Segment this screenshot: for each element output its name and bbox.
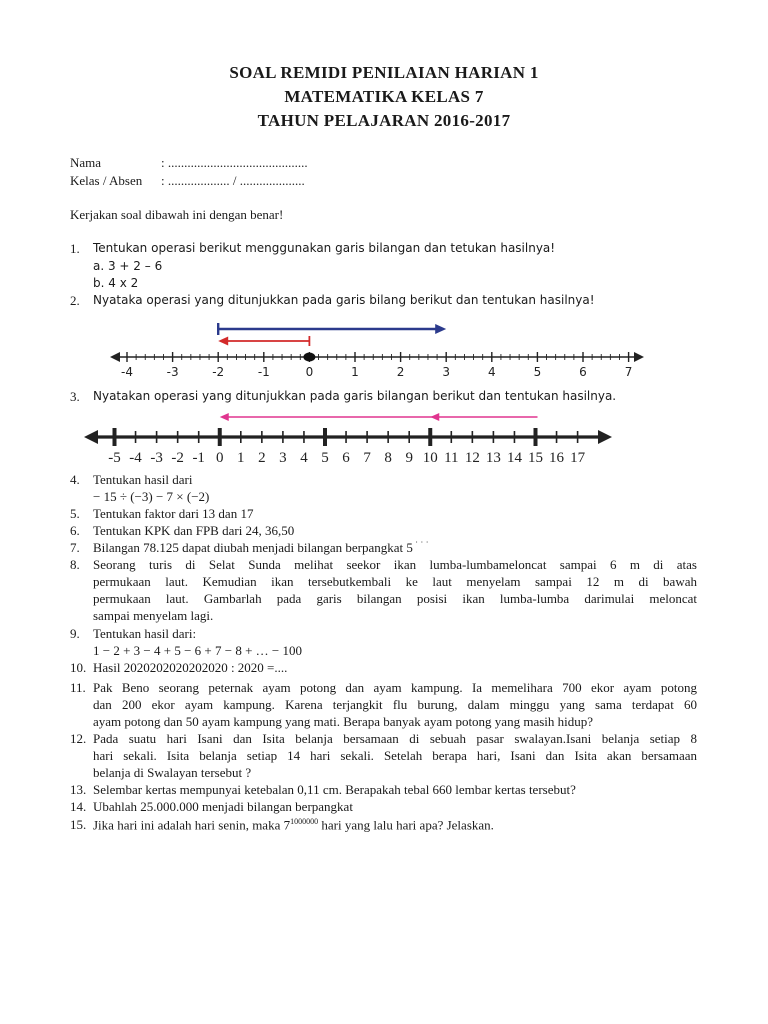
tick-label: 1 xyxy=(237,450,245,466)
tick-label: 7 xyxy=(624,365,633,379)
q8-line-4: sampai menyelam lagi. xyxy=(93,608,214,623)
q14-number: 14. xyxy=(70,799,87,814)
q8-line-2: permukaan laut. Kemudian ikan tersebutkembali ke laut menyelam sampai 12 m di bawah xyxy=(93,574,697,589)
q13-number: 13. xyxy=(70,782,87,797)
q15-number: 15. xyxy=(70,817,87,832)
tick-label: 2 xyxy=(258,450,266,466)
tick-label: -2 xyxy=(212,365,225,379)
tick-label: 7 xyxy=(363,450,371,466)
tick-label: 16 xyxy=(549,450,565,466)
tick-label: 10 xyxy=(422,450,438,466)
tick-label: 9 xyxy=(405,450,413,466)
tick-label: 3 xyxy=(279,450,287,466)
axis-left-arrowhead xyxy=(84,430,98,444)
tick-label: -1 xyxy=(192,450,205,466)
tick-label: 5 xyxy=(321,450,329,466)
title-line-1: SOAL REMIDI PENILAIAN HARIAN 1 xyxy=(229,63,539,82)
tick-label: 14 xyxy=(506,450,522,466)
tick-label: 6 xyxy=(342,450,350,466)
q1-part-b: b. 4 x 2 xyxy=(93,276,139,290)
q14-text: Ubahlah 25.000.000 menjadi bilangan berpangkat xyxy=(93,799,353,814)
tick-label: 1 xyxy=(351,365,359,379)
q8-line-3: permukaan laut. Gambarlah pada garis bilangan posisi ikan lumba-lumba darimulai meloncat xyxy=(93,591,697,606)
q7-number: 7. xyxy=(70,540,80,555)
q2-number: 2. xyxy=(70,293,80,308)
class-label: Kelas / Absen xyxy=(70,173,143,188)
q4-expression: − 15 ÷ (−3) − 7 × (−2) xyxy=(93,489,210,504)
q5-text: Tentukan faktor dari 13 dan 17 xyxy=(93,506,254,521)
class-field: : ................... / .................... xyxy=(161,173,305,188)
q1-text: Tentukan operasi berikut menggunakan garis bilangan dan tetukan hasilnya! xyxy=(93,241,556,255)
q8-number: 8. xyxy=(70,557,80,572)
q6-text: Tentukan KPK dan FPB dari 24, 36,50 xyxy=(93,523,295,538)
tick-label: -4 xyxy=(129,450,142,466)
q11-line-3: ayam potong dan 50 ayam kampung yang mati. Berapa banyak ayam potong yang masih hidup? xyxy=(93,714,594,729)
q4-number: 4. xyxy=(70,472,80,487)
q8-line-1: Seorang turis di Selat Sunda melihat seekor ikan lumba-lumbameloncat sampai 6 m di atas xyxy=(93,557,697,572)
q15-exponent: 1000000 xyxy=(290,817,319,826)
q12-line-2: hari sekali. Isita belanja setiap 14 hari sekali. Setelah berapa hari, Isani dan Isita akan bersamaan xyxy=(93,748,697,763)
q5-number: 5. xyxy=(70,506,80,521)
q15-text: Jika hari ini adalah hari senin, maka $7^{1000000}$ hari yang lalu hari apa? Jelaskan. xyxy=(93,817,494,833)
tick-label: 4 xyxy=(300,450,308,466)
name-label: Nama xyxy=(70,155,102,170)
q13-text: Selembar kertas mempunyai ketebalan 0,11 cm. Berapakah tebal 660 lembar kertas tersebut? xyxy=(93,782,576,797)
tick-label: 3 xyxy=(442,365,451,379)
tick-label: 2 xyxy=(396,365,405,379)
tick-label: 0 xyxy=(216,450,224,466)
tick-label: 8 xyxy=(384,450,392,466)
q7-text: Bilangan 78.125 dapat diubah menjadi bilangan berpangkat 5 ˙ ˙ ˙ xyxy=(93,540,429,555)
tick-label: 11 xyxy=(444,450,459,466)
tick-label: -2 xyxy=(171,450,184,466)
tick-label: 5 xyxy=(533,365,542,379)
q11-line-2: dan 200 ekor ayam kampung. Karena terjangkit flu burung, dalam minggu yang sama terdapat 60 xyxy=(93,697,697,712)
tick-label: -4 xyxy=(121,365,133,379)
tick-label: -5 xyxy=(108,450,121,466)
q1-number: 1. xyxy=(70,241,80,256)
title-line-3: TAHUN PELAJARAN 2016-2017 xyxy=(257,111,511,130)
q6-number: 6. xyxy=(70,523,80,538)
q12-line-3: belanja di Swalayan tersebut ? xyxy=(93,765,252,780)
tick-label: -1 xyxy=(257,365,270,379)
tick-label: 0 xyxy=(305,365,314,379)
tick-label: 17 xyxy=(570,450,586,466)
q1-part-a: a. 3 + 2 – 6 xyxy=(93,259,163,273)
tick-label: -3 xyxy=(150,450,163,466)
tick-label: 13 xyxy=(485,450,501,466)
q10-number: 10. xyxy=(70,660,87,675)
tick-label: 4 xyxy=(487,365,496,379)
tick-label: 15 xyxy=(528,450,543,466)
q10-text: Hasil 2020202020202020 : 2020 =.... xyxy=(93,660,288,675)
q12-line-1: Pada suatu hari Isani dan Isita belanja bersamaan di sebuah pasar swalayan.Isani belanja setiap 8 xyxy=(93,731,697,746)
pink-arrow-head xyxy=(430,413,439,421)
q3-number: 3. xyxy=(70,389,80,404)
q9-text: Tentukan hasil dari: xyxy=(93,626,197,641)
tick-label: 6 xyxy=(579,365,587,379)
title-line-2: MATEMATIKA KELAS 7 xyxy=(284,87,484,106)
q2-text: Nyataka operasi yang ditunjukkan pada garis bilang berikut dan tentukan hasilnya! xyxy=(93,293,595,307)
name-field: : ........................................... xyxy=(161,155,308,170)
q9-expression: 1 − 2 + 3 − 4 + 5 − 6 + 7 − 8 + … − 100 xyxy=(93,643,302,658)
tick-label: 12 xyxy=(464,450,480,466)
instruction: Kerjakan soal dibawah ini dengan benar! xyxy=(70,207,284,222)
q9-number: 9. xyxy=(70,626,80,641)
axis-right-arrowhead xyxy=(598,430,612,444)
pink-arrow-head xyxy=(220,413,229,421)
q12-number: 12. xyxy=(70,731,87,746)
q4-text: Tentukan hasil dari xyxy=(93,472,193,487)
tick-label: -3 xyxy=(166,365,179,379)
q3-text: Nyatakan operasi yang ditunjukkan pada garis bilangan berikut dan tentukan hasilnya. xyxy=(93,389,617,403)
q11-number: 11. xyxy=(70,680,86,695)
q11-line-1: Pak Beno seorang peternak ayam potong dan ayam kampung. Ia memelihara 700 ekor ayam potong xyxy=(93,680,697,695)
